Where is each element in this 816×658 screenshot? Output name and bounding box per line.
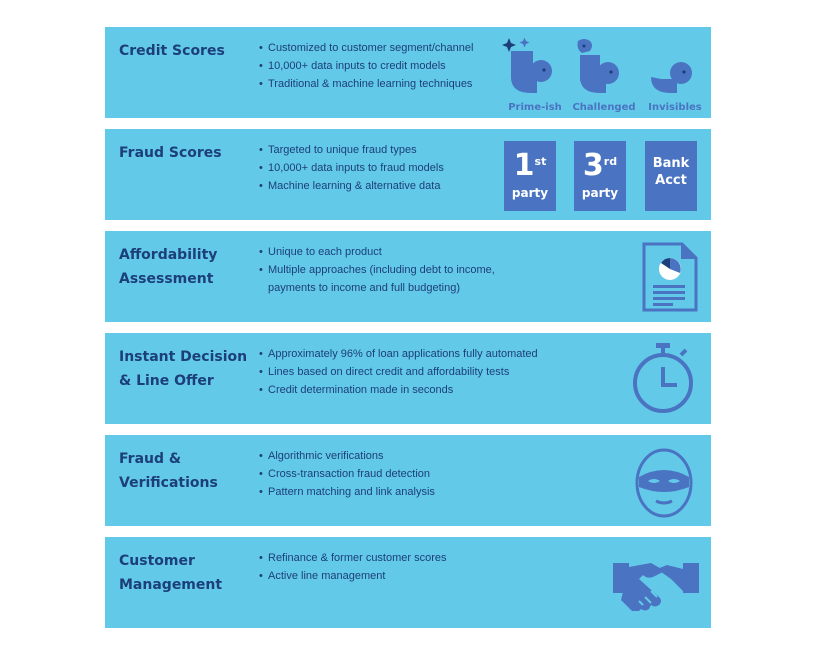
bullet-item: • 10,000+ data inputs to fraud models <box>259 159 444 177</box>
third-party-badge <box>574 141 626 211</box>
bullet-item: • Approximately 96% of loan applications fully automated <box>259 345 538 363</box>
row-title: Fraud Scores <box>119 145 222 161</box>
persona-invisibles <box>641 37 709 117</box>
challenged-person-icon <box>570 37 638 99</box>
credit-scores-panel <box>105 27 711 118</box>
persona-label: Prime-ish <box>508 102 562 113</box>
fraud-verifications-panel <box>105 435 711 526</box>
persona-label: Challenged <box>572 102 636 113</box>
badge-text: Bank Acct <box>652 156 690 188</box>
bullet-list <box>259 447 435 501</box>
bullet-item: • Algorithmic verifications <box>259 447 435 465</box>
bullet-item: • Lines based on direct credit and affordability tests <box>259 363 538 381</box>
bullet-item: • Pattern matching and link analysis <box>259 483 435 501</box>
stopwatch-icon <box>631 341 695 415</box>
persona-prime-ish <box>501 37 569 117</box>
badge-superscript: rd <box>603 155 618 168</box>
badge-caption: party <box>511 186 549 200</box>
prime-ish-person-icon <box>501 37 569 99</box>
badge-number: 3 <box>582 148 604 183</box>
masked-bandit-icon <box>634 445 694 519</box>
bank-account-badge <box>645 141 697 211</box>
bullet-item: • Refinance & former customer scores <box>259 549 447 567</box>
row-title: Fraud & Verifications <box>119 451 218 491</box>
customer-management-panel <box>105 537 711 628</box>
bullet-item: • Customized to customer segment/channel <box>259 39 473 57</box>
row-title: Credit Scores <box>119 43 225 59</box>
bullet-item: • Machine learning & alternative data <box>259 177 444 195</box>
instant-decision-panel <box>105 333 711 424</box>
handshake-icon <box>611 555 701 611</box>
badge-superscript: st <box>534 155 547 168</box>
bullet-list <box>259 549 447 585</box>
first-party-badge <box>504 141 556 211</box>
invisibles-person-icon <box>641 37 709 99</box>
bullet-list <box>259 141 444 195</box>
row-title: Customer Management <box>119 553 223 593</box>
row-title: Affordability Assessment <box>119 247 218 287</box>
badge-number: 1 <box>513 148 535 183</box>
badge-caption: party <box>581 186 619 200</box>
bullet-item: • Credit determination made in seconds <box>259 381 538 399</box>
bullet-list <box>259 243 495 297</box>
fraud-scores-panel <box>105 129 711 220</box>
affordability-assessment-panel <box>105 231 711 322</box>
persona-label: Invisibles <box>648 102 702 113</box>
persona-challenged <box>570 37 638 117</box>
bullet-item: • Unique to each product <box>259 243 495 261</box>
bullet-list <box>259 345 538 399</box>
bullet-item: • 10,000+ data inputs to credit models <box>259 57 473 75</box>
bullet-item: • Active line management <box>259 567 447 585</box>
bullet-item: • Multiple approaches (including debt to income, payments to income and full budgeting) <box>259 261 495 297</box>
bullet-list <box>259 39 473 93</box>
bullet-item: • Targeted to unique fraud types <box>259 141 444 159</box>
document-pie-chart-icon <box>641 241 699 313</box>
bullet-item: • Traditional & machine learning techniques <box>259 75 473 93</box>
bullet-item: • Cross-transaction fraud detection <box>259 465 435 483</box>
row-title: Instant Decision & Line Offer <box>119 349 248 389</box>
